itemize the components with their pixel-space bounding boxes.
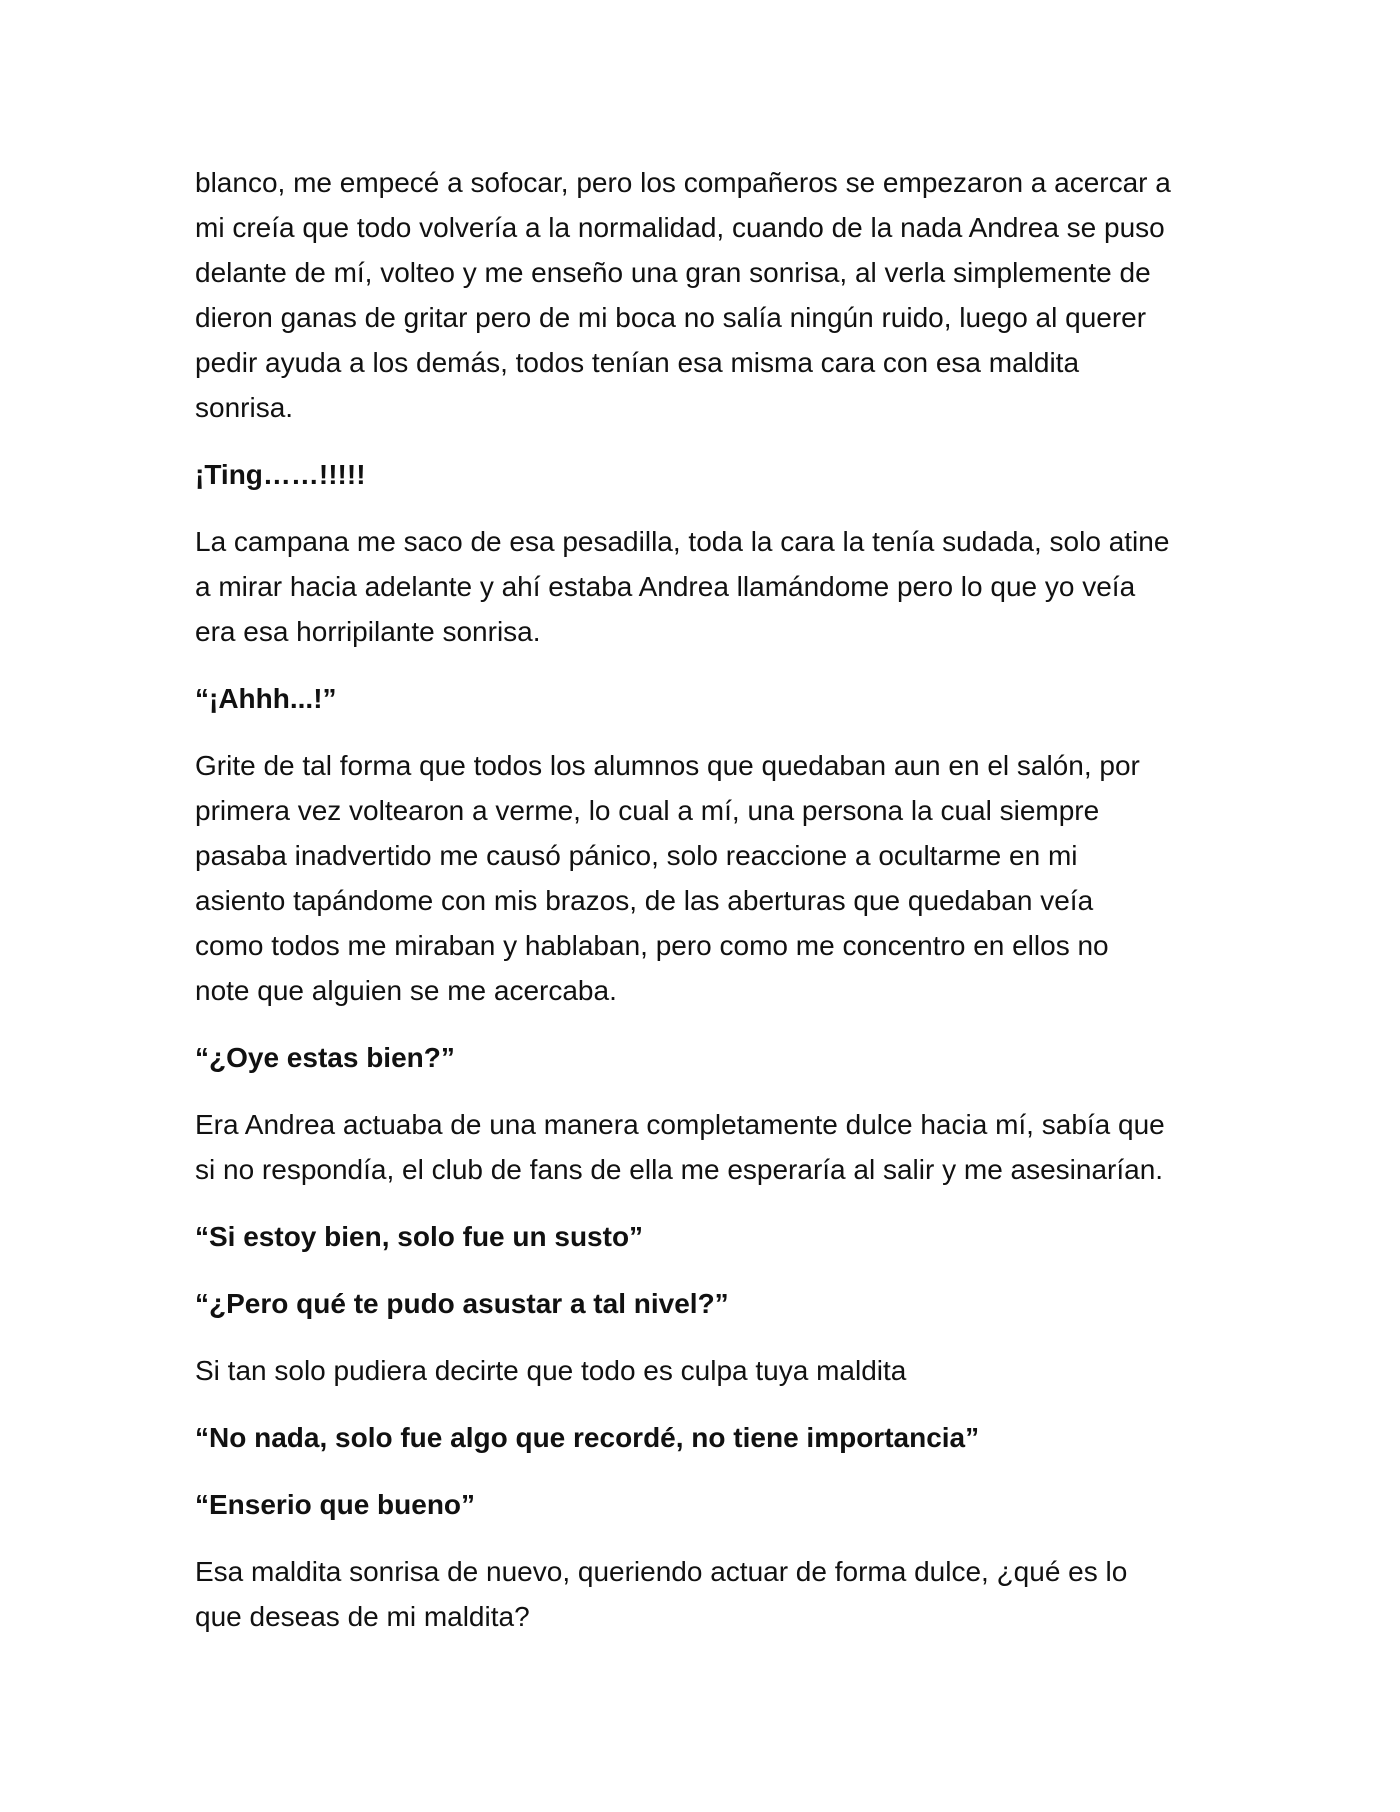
text-line: “No nada, solo fue algo que recordé, no tiene importancia”	[195, 1422, 980, 1453]
paragraph	[195, 1549, 1225, 1639]
text-line: como todos me miraban y hablaban, pero como me concentro en ellos no	[195, 930, 1109, 961]
text-line: que deseas de mi maldita?	[195, 1601, 530, 1632]
paragraph	[195, 743, 1225, 1013]
text-line: Esa maldita sonrisa de nuevo, queriendo actuar de forma dulce, ¿qué es lo	[195, 1556, 1128, 1587]
text-line: Grite de tal forma que todos los alumnos que quedaban aun en el salón, por	[195, 750, 1140, 781]
text-line: a mirar hacia adelante y ahí estaba Andrea llamándome pero lo que yo veía	[195, 571, 1136, 602]
text-line: era esa horripilante sonrisa.	[195, 616, 541, 647]
text-line: primera vez voltearon a verme, lo cual a mí, una persona la cual siempre	[195, 795, 1100, 826]
dialogue-line	[195, 1214, 1225, 1259]
dialogue-line	[195, 1281, 1225, 1326]
text-line: Si tan solo pudiera decirte que todo es culpa tuya maldita	[195, 1355, 907, 1386]
text-line: pedir ayuda a los demás, todos tenían esa misma cara con esa maldita	[195, 347, 1080, 378]
dialogue-line	[195, 452, 1225, 497]
dialogue-line	[195, 1415, 1225, 1460]
text-line: asiento tapándome con mis brazos, de las aberturas que quedaban veía	[195, 885, 1094, 916]
text-line: blanco, me empecé a sofocar, pero los compañeros se empezaron a acercar a	[195, 167, 1171, 198]
text-line: “¡Ahhh...!”	[195, 683, 337, 714]
text-line: Era Andrea actuaba de una manera completamente dulce hacia mí, sabía que	[195, 1109, 1165, 1140]
text-line: “Si estoy bien, solo fue un susto”	[195, 1221, 644, 1252]
dialogue-line	[195, 1482, 1225, 1527]
paragraph	[195, 160, 1225, 430]
text-line: pasaba inadvertido me causó pánico, solo reaccione a ocultarme en mi	[195, 840, 1078, 871]
text-line: si no respondía, el club de fans de ella me esperaría al salir y me asesinarían.	[195, 1154, 1164, 1185]
text-line: note que alguien se me acercaba.	[195, 975, 617, 1006]
text-line: La campana me saco de esa pesadilla, toda la cara la tenía sudada, solo atine	[195, 526, 1170, 557]
text-line: “¿Oye estas bien?”	[195, 1042, 455, 1073]
text-line: mi creía que todo volvería a la normalidad, cuando de la nada Andrea se puso	[195, 212, 1165, 243]
dialogue-line	[195, 676, 1225, 721]
text-line: ¡Ting……!!!!!	[195, 459, 366, 490]
paragraph	[195, 1348, 1225, 1393]
text-line: sonrisa.	[195, 392, 294, 423]
document-page	[195, 160, 1225, 1661]
text-line: delante de mí, volteo y me enseño una gran sonrisa, al verla simplemente de	[195, 257, 1151, 288]
dialogue-line	[195, 1035, 1225, 1080]
paragraph	[195, 519, 1225, 654]
paragraph	[195, 1102, 1225, 1192]
text-line: “Enserio que bueno”	[195, 1489, 476, 1520]
text-line: “¿Pero qué te pudo asustar a tal nivel?”	[195, 1288, 729, 1319]
text-line: dieron ganas de gritar pero de mi boca no salía ningún ruido, luego al querer	[195, 302, 1147, 333]
